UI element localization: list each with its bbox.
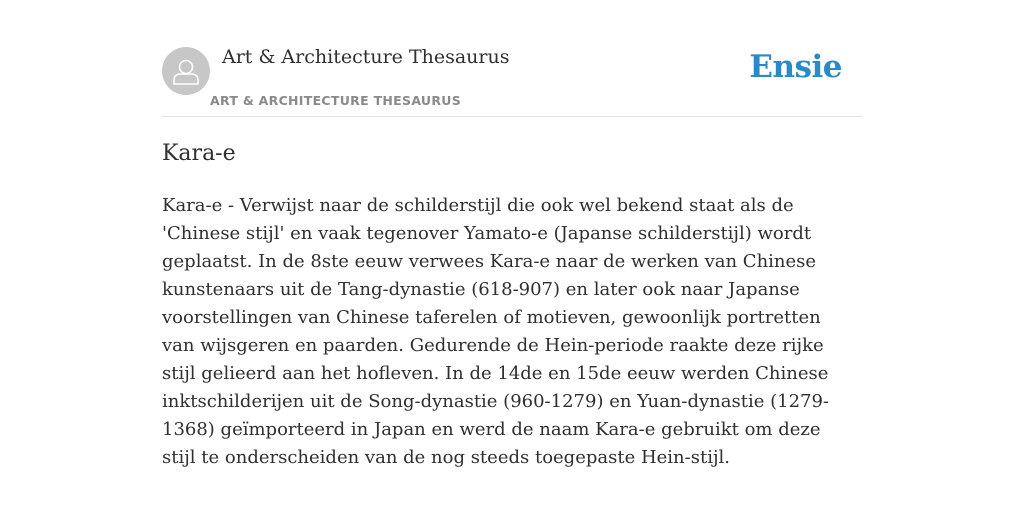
ensie-logo[interactable]: Ensie <box>749 49 842 85</box>
term-title: Kara-e <box>162 141 236 166</box>
source-header <box>162 40 862 117</box>
source-subtitle[interactable]: ART & ARCHITECTURE THESAURUS <box>210 93 462 108</box>
definition-text: Kara-e - Verwijst naar de schilderstijl die ook wel bekend staat als de 'Chinese stijl' en vaak tegenover Yamato-e (Japanse schilderstijl) wordt geplaatst. In de 8ste eeuw verwees Kara-e naar de werken van Chinese kunstenaars uit de Tang-dynastie (618-907) en later ook naar Japanse voorstellingen van Chinese taferelen of motieven, gewoonlijk portretten van wijsgeren en paarden. Gedurende de Hein-periode raakte deze rijke stijl gelieerd aan het hofleven. In de 14de en 15de eeuw werden Chinese inktschilderijen uit de Song-dynastie (960-1279) en Yuan-dynastie (1279-1368) geïmporteerd in Japan en werd de naam Kara-e gebruikt om deze stijl te onderscheiden van de nog steeds toegepaste Hein-stijl. <box>162 195 830 468</box>
avatar[interactable] <box>162 47 210 95</box>
source-title[interactable]: Art & Architecture Thesaurus <box>222 46 510 68</box>
user-icon <box>162 47 210 95</box>
